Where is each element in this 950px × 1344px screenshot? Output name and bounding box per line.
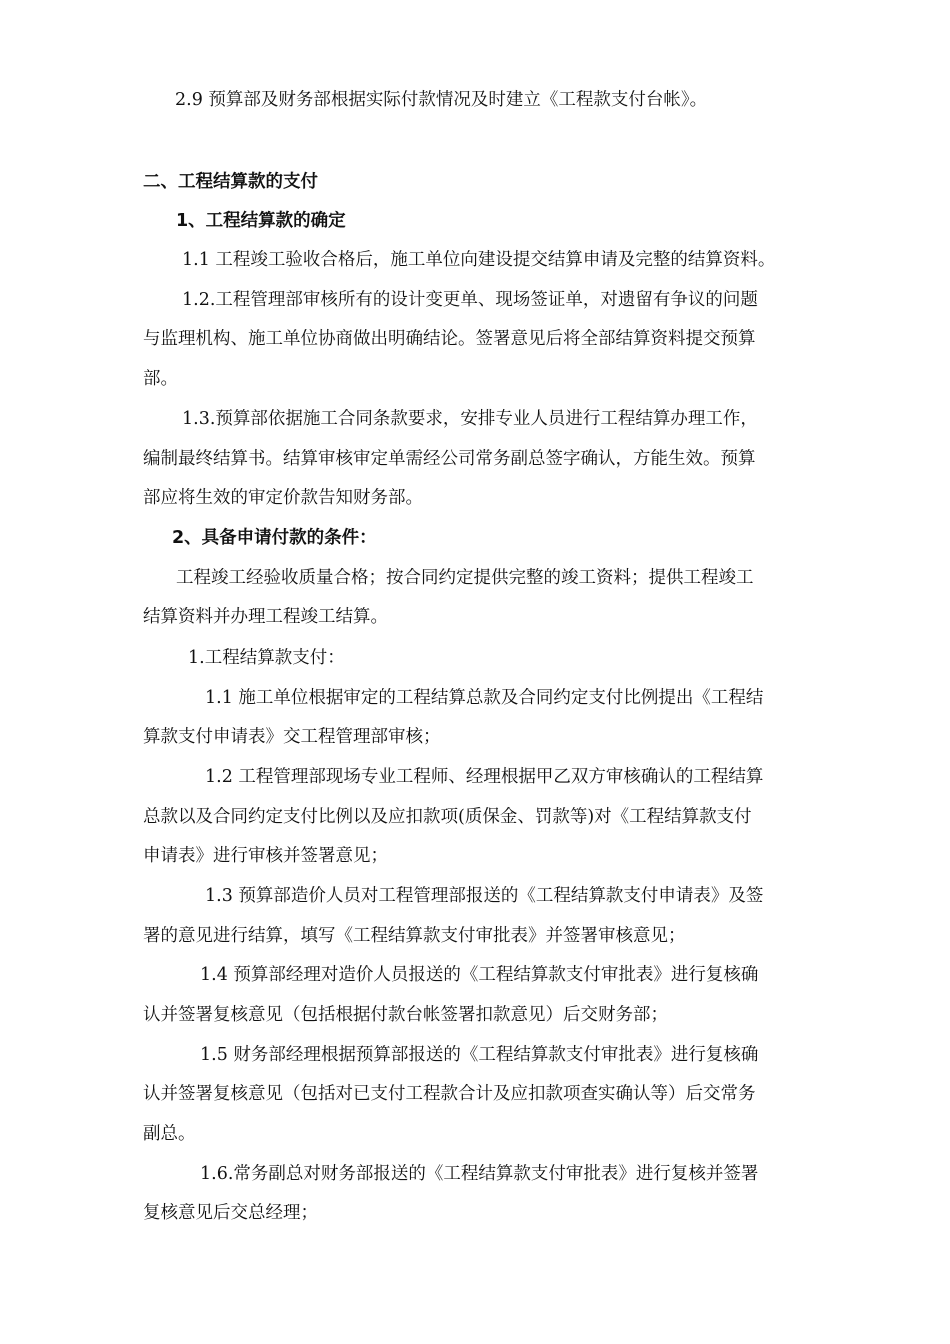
conditions-line-1: 工程竣工经验收质量合格；按合同约定提供完整的竣工资料；提供工程竣工 [176, 568, 754, 588]
step-1-5-line-1: 1.5 财务部经理根据预算部报送的《工程结算款支付审批表》进行复核确 [200, 1045, 759, 1065]
step-1-6-line-1: 1.6.常务副总对财务部报送的《工程结算款支付审批表》进行复核并签署 [200, 1164, 759, 1184]
subheading-payment-conditions: 2、具备申请付款的条件： [172, 528, 377, 548]
paragraph-2-9: 2.9 预算部及财务部根据实际付款情况及时建立《工程款支付台帐》。 [175, 90, 708, 110]
step-1-5-line-2: 认并签署复核意见（包括对已支付工程款合计及应扣款项查实确认等）后交常务 [143, 1084, 756, 1104]
step-1-4-line-1: 1.4 预算部经理对造价人员报送的《工程结算款支付审批表》进行复核确 [200, 965, 759, 985]
step-1-2-line-3: 申请表》进行审核并签署意见； [143, 846, 388, 866]
section-heading-2: 二、工程结算款的支付 [143, 172, 318, 192]
step-1-2-line-1: 1.2 工程管理部现场专业工程师、经理根据甲乙双方审核确认的工程结算 [205, 767, 764, 787]
step-1-2-line-2: 总款以及合同约定支付比例以及应扣款项(质保金、罚款等)对《工程结算款支付 [143, 807, 752, 827]
subheading-settlement-confirmation: 1、工程结算款的确定 [176, 211, 346, 231]
payment-title: 1.工程结算款支付： [188, 648, 345, 668]
paragraph-1-2-line-3: 部。 [143, 369, 178, 389]
paragraph-1-3-line-2: 编制最终结算书。结算审核审定单需经公司常务副总签字确认，方能生效。预算 [143, 449, 756, 469]
step-1-3-line-1: 1.3 预算部造价人员对工程管理部报送的《工程结算款支付申请表》及签 [205, 886, 764, 906]
paragraph-1-2-line-2: 与监理机构、施工单位协商做出明确结论。签署意见后将全部结算资料提交预算 [143, 329, 756, 349]
paragraph-1-1: 1.1 工程竣工验收合格后，施工单位向建设提交结算申请及完整的结算资料。 [182, 250, 776, 270]
step-1-1-line-2: 算款支付申请表》交工程管理部审核； [143, 727, 441, 747]
step-1-6-line-2: 复核意见后交总经理； [143, 1203, 318, 1223]
step-1-5-line-3: 副总。 [143, 1124, 196, 1144]
step-1-1-line-1: 1.1 施工单位根据审定的工程结算总款及合同约定支付比例提出《工程结 [205, 688, 764, 708]
paragraph-1-3-line-1: 1.3.预算部依据施工合同条款要求，安排专业人员进行工程结算办理工作， [182, 409, 758, 429]
step-1-4-line-2: 认并签署复核意见（包括根据付款台帐签署扣款意见）后交财务部； [143, 1005, 668, 1025]
paragraph-1-3-line-3: 部应将生效的审定价款告知财务部。 [143, 488, 423, 508]
step-1-3-line-2: 署的意见进行结算，填写《工程结算款支付审批表》并签署审核意见； [143, 926, 686, 946]
paragraph-1-2-line-1: 1.2.工程管理部审核所有的设计变更单、现场签证单，对遗留有争议的问题 [182, 290, 758, 310]
conditions-line-2: 结算资料并办理工程竣工结算。 [143, 607, 388, 627]
